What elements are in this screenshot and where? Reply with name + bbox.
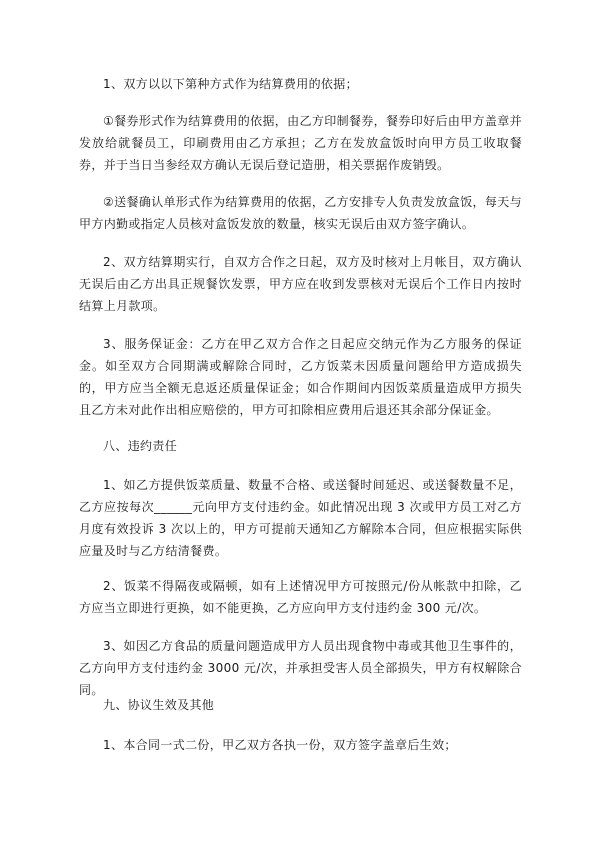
effectiveness-clause: 1、本合同一式二份，甲乙双方各执一份，双方签字盖章后生效； bbox=[103, 738, 457, 752]
breach-overnight-food-clause: 2、饭菜不得隔夜或隔顿，如有上述情况甲方可按照元/份从帐款中扣除，乙方应当立即进行更换，如不能更换，乙方应向甲方支付违约金 300 元/次。 bbox=[79, 579, 522, 615]
section-heading-breach: 八、违约责任 bbox=[103, 439, 178, 453]
breach-quality-clause: 1、如乙方提供饭菜质量、数量不合格、或送餐时间延迟、或送餐数量不足，乙方应按每次______元向甲方支付违约金。如此情况出现 3 次或甲方员工对乙方月度有效投诉 3 次以上的，甲方可提前天通知乙方解除本合同，但应根据实际供应量及时与乙方结清餐费。 bbox=[79, 478, 522, 558]
meal-ticket-option: ①餐券形式作为结算费用的依据，由乙方印制餐券，餐券印好后由甲方盖章并发放给就餐员工，印刷费用由乙方承担；乙方在发放盒饭时向甲方员工收取餐券，并于当日当参经双方确认无误后登记造册，相关票据作废销毁。 bbox=[79, 114, 522, 172]
delivery-confirmation-option: ②送餐确认单形式作为结算费用的依据，乙方安排专人负责发放盒饭，每天与甲方内勤或指定人员核对盒饭发放的数量，核实无误后由双方签字确认。 bbox=[79, 195, 522, 231]
service-deposit-clause: 3、服务保证金：乙方在甲乙双方合作之日起应交纳元作为乙方服务的保证金。如至双方合同期满或解除合同时，乙方饭菜未因质量问题给甲方造成损失的，甲方应当全额无息返还质量保证金；如合作期间内因饭菜质量造成甲方损失且乙方未对此作出相应赔偿的，甲方可扣除相应费用后退还其余部分保证金。 bbox=[79, 337, 522, 417]
payment-basis-clause: 1、双方以以下第种方式作为结算费用的依据； bbox=[103, 77, 358, 91]
settlement-period-clause: 2、双方结算期实行，自双方合作之日起，双方及时核对上月帐目，双方确认无误后由乙方出具正规餐饮发票，甲方应在收到发票核对无误后个工作日内按时结算上月款项。 bbox=[79, 255, 522, 313]
breach-food-safety-clause: 3、如因乙方食品的质量问题造成甲方人员出现食物中毒或其他卫生事件的，乙方向甲方支付违约金 3000 元/次，并承担受害人员全部损失，甲方有权解除合同。 bbox=[79, 639, 522, 697]
section-heading-effectiveness: 九、协议生效及其他 bbox=[103, 698, 215, 712]
